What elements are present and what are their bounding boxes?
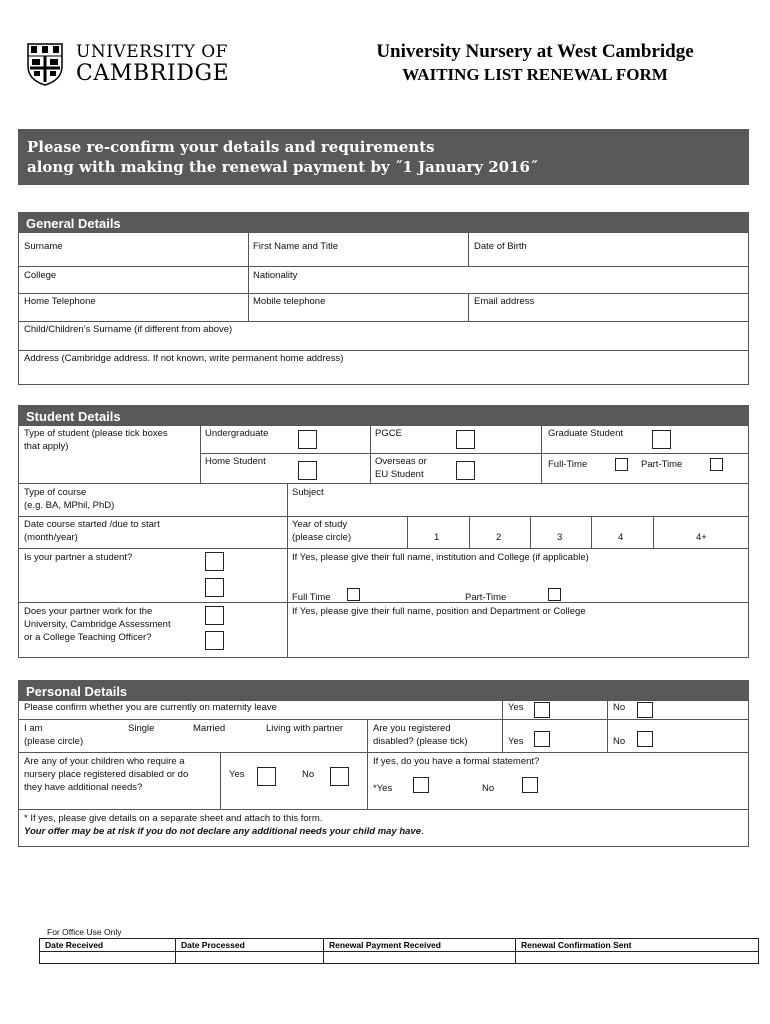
form-title: University Nursery at West Cambridge [376, 41, 694, 62]
child-surname-field[interactable]: Child/Children’s Surname (if different from above) [24, 324, 233, 335]
additional-needs-note: * If yes, please give details on a separate sheet and attach to this form. [24, 813, 323, 824]
warning-period: . [421, 826, 424, 837]
year-option-3[interactable]: 3 [557, 532, 563, 543]
additional-needs-warning-line [24, 825, 424, 838]
children-needs-label-1: Are any of your children who require a [24, 756, 185, 767]
formal-yes-label: *Yes [373, 783, 393, 794]
year-option-1[interactable]: 1 [434, 532, 440, 543]
year-of-study-label-1: Year of study [292, 519, 348, 530]
disabled-label-2: disabled? (please tick) [373, 736, 468, 747]
overseas-label-2: EU Student [375, 469, 424, 480]
disabled-no-checkbox[interactable] [637, 731, 653, 747]
single-option[interactable]: Single [128, 723, 155, 734]
married-option[interactable]: Married [193, 723, 226, 734]
banner-line-2: along with making the renewal payment by ˝1 January 2016˝ [27, 158, 538, 176]
maternity-label: Please confirm whether you are currently on maternity leave [24, 702, 277, 713]
college-field[interactable]: College [24, 270, 57, 281]
partner-student-no-checkbox[interactable] [205, 578, 224, 597]
children-yes-checkbox[interactable] [257, 767, 276, 786]
living-with-partner-option[interactable]: Living with partner [266, 723, 344, 734]
part-time-label: Part-Time [641, 459, 683, 470]
logo-line-1: UNIVERSITY OF [76, 42, 228, 62]
university-logo [26, 42, 256, 88]
year-option-4[interactable]: 4 [618, 532, 624, 543]
banner-line-1: Please re-confirm your details and requirements [27, 138, 435, 156]
mobile-telephone-field[interactable]: Mobile telephone [253, 296, 326, 307]
partner-part-time-label: Part-Time [465, 592, 507, 603]
i-am-label: I am [24, 723, 43, 734]
graduate-checkbox[interactable] [652, 430, 671, 449]
date-of-birth-field[interactable]: Date of Birth [474, 241, 527, 252]
course-start-label-1: Date course started /due to start [24, 519, 160, 530]
formal-yes-checkbox[interactable] [413, 777, 429, 793]
office-use-caption: For Office Use Only [47, 927, 122, 937]
graduate-label: Graduate Student [548, 428, 623, 439]
office-use-table [39, 938, 759, 964]
disabled-yes-checkbox[interactable] [534, 731, 550, 747]
form-title-block [330, 40, 740, 87]
home-telephone-field[interactable]: Home Telephone [24, 296, 96, 307]
office-cell-confirmation-sent[interactable] [516, 952, 759, 964]
pgce-label: PGCE [375, 428, 402, 439]
student-details-heading: Student Details [18, 405, 749, 425]
office-col-date-received: Date Received [40, 939, 176, 952]
children-needs-label-3: they have additional needs? [24, 782, 143, 793]
course-start-label-2: (month/year) [24, 532, 78, 543]
course-type-label-2: (e.g. BA, MPhil, PhD) [24, 500, 115, 511]
maternity-no-checkbox[interactable] [637, 702, 653, 718]
subject-field[interactable]: Subject [292, 487, 324, 498]
year-option-2[interactable]: 2 [496, 532, 502, 543]
full-time-checkbox[interactable] [615, 458, 628, 471]
part-time-checkbox[interactable] [710, 458, 723, 471]
office-cell-payment-received[interactable] [324, 952, 516, 964]
home-student-checkbox[interactable] [298, 461, 317, 480]
partner-work-yes-checkbox[interactable] [205, 606, 224, 625]
university-crest-icon [26, 42, 64, 86]
disabled-label-1: Are you registered [373, 723, 451, 734]
partner-part-time-checkbox[interactable] [548, 588, 561, 601]
year-of-study-label-2: (please circle) [292, 532, 352, 543]
renewal-banner [18, 129, 749, 185]
formal-no-checkbox[interactable] [522, 777, 538, 793]
disabled-no-label: No [613, 736, 626, 747]
personal-details-heading: Personal Details [18, 680, 749, 700]
children-no-checkbox[interactable] [330, 767, 349, 786]
children-no-label: No [302, 769, 315, 780]
surname-field[interactable]: Surname [24, 241, 63, 252]
pgce-checkbox[interactable] [456, 430, 475, 449]
overseas-label-1: Overseas or [375, 456, 427, 467]
nationality-field[interactable]: Nationality [253, 270, 298, 281]
partner-student-detail-field[interactable]: If Yes, please give their full name, institution and College (if applicable) [292, 552, 589, 563]
first-name-field[interactable]: First Name and Title [253, 241, 338, 252]
partner-full-time-checkbox[interactable] [347, 588, 360, 601]
partner-work-detail-field[interactable]: If Yes, please give their full name, position and Department or College [292, 606, 586, 617]
partner-full-time-label: Full Time [292, 592, 331, 603]
form-subtitle: WAITING LIST RENEWAL FORM [402, 65, 668, 84]
undergraduate-label: Undergraduate [205, 428, 269, 439]
partner-work-label-1: Does your partner work for the [24, 606, 153, 617]
disabled-yes-label: Yes [508, 736, 524, 747]
overseas-checkbox[interactable] [456, 461, 475, 480]
children-needs-label-2: nursery place registered disabled or do [24, 769, 189, 780]
year-option-4-plus[interactable]: 4+ [696, 532, 707, 543]
office-col-payment-received: Renewal Payment Received [324, 939, 516, 952]
course-type-label-1: Type of course [24, 487, 87, 498]
maternity-yes-label: Yes [508, 702, 524, 713]
general-details-heading: General Details [18, 212, 749, 232]
formal-statement-label: If yes, do you have a formal statement? [373, 756, 540, 767]
please-circle-label: (please circle) [24, 736, 84, 747]
undergraduate-checkbox[interactable] [298, 430, 317, 449]
partner-student-label: Is your partner a student? [24, 552, 133, 563]
office-col-date-processed: Date Processed [176, 939, 324, 952]
office-col-confirmation-sent: Renewal Confirmation Sent [516, 939, 759, 952]
maternity-yes-checkbox[interactable] [534, 702, 550, 718]
formal-no-label: No [482, 783, 495, 794]
partner-work-no-checkbox[interactable] [205, 631, 224, 650]
full-time-label: Full-Time [548, 459, 588, 470]
logo-line-2: CAMBRIDGE [76, 61, 230, 86]
address-field[interactable]: Address (Cambridge address. If not known, write permanent home address) [24, 353, 344, 364]
partner-work-label-2: University, Cambridge Assessment [24, 619, 171, 630]
email-field[interactable]: Email address [474, 296, 535, 307]
student-type-label-2: that apply) [24, 441, 69, 452]
home-student-label: Home Student [205, 456, 266, 467]
student-type-label-1: Type of student (please tick boxes [24, 428, 168, 439]
office-cell-date-processed[interactable] [176, 952, 324, 964]
children-yes-label: Yes [229, 769, 245, 780]
additional-needs-warning: Your offer may be at risk if you do not declare any additional needs your child may have [24, 826, 421, 837]
office-cell-date-received[interactable] [40, 952, 176, 964]
maternity-no-label: No [613, 702, 626, 713]
partner-student-yes-checkbox[interactable] [205, 552, 224, 571]
partner-work-label-3: or a College Teaching Officer? [24, 632, 152, 643]
